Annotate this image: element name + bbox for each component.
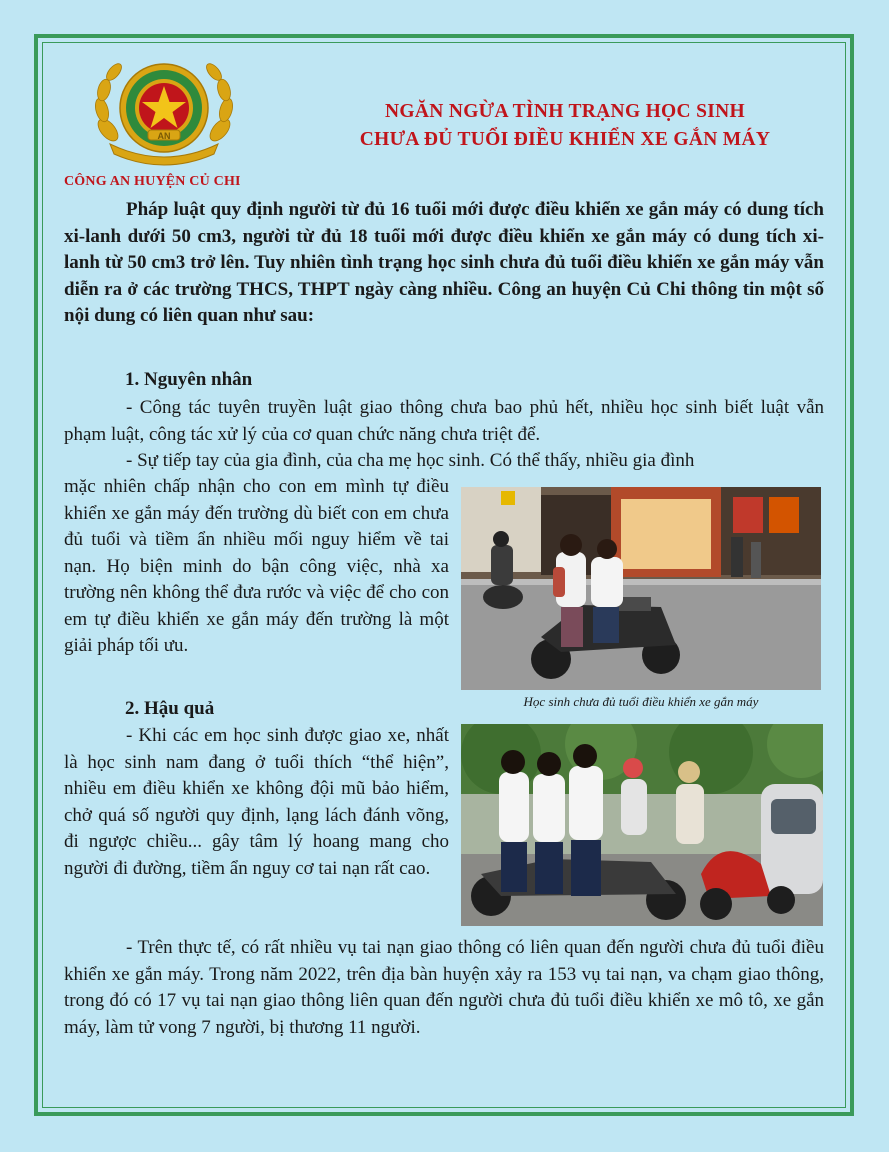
- photo-caption: Học sinh chưa đủ tuổi điều khiển xe gắn máy: [523, 694, 759, 709]
- consequences-paragraph-1: - Khi các em học sinh được giao xe, nhất là học sinh nam đang ở tuổi thích “thể hiện”, nhiều em điều khiển xe không đội mũ bảo hiểm, chở quá số người quy định, lạng lách đánh võng, đi ngược chiều... gây tâm lý hoang mang cho người đi đường, tiềm ẩn nguy cơ tai nạn rất cao.: [64, 725, 449, 879]
- title-line-2: CHƯA ĐỦ TUỔI ĐIỀU KHIỂN XE GẮN MÁY: [359, 129, 771, 150]
- causes-paragraph-2-lead: - Sự tiếp tay của gia đình, của cha mẹ học sinh. Có thể thấy, nhiều gia đình: [126, 450, 695, 471]
- consequences-paragraph-2: - Trên thực tế, có rất nhiều vụ tai nạn giao thông có liên quan đến người chưa đủ tuổi điều khiển xe gắn máy. Trong năm 2022, trên địa bàn huyện xảy ra 153 vụ tai nạn, va chạm giao thông, trong đó có 17 vụ tai nạn giao thông liên quan đến người chưa đủ tuổi điều khiển xe mô tô, xe gắn máy, làm tử vong 7 người, bị thương 11 người.: [64, 937, 824, 1038]
- title-line-1: NGĂN NGỪA TÌNH TRẠNG HỌC SINH: [385, 101, 745, 122]
- section-heading-causes: 1. Nguyên nhân: [125, 369, 253, 390]
- police-emblem-icon: [88, 52, 240, 172]
- intro-paragraph: Pháp luật quy định người từ đủ 16 tuổi mới được điều khiển xe gắn máy có dung tích xi-lanh dưới 50 cm3, người từ đủ 18 tuổi mới được điều khiển xe gắn máy có dung tích xi-lanh từ 50 cm3 trở lên. Tuy nhiên tình trạng học sinh chưa đủ tuổi điều khiển xe gắn máy vẫn diễn ra ở các trường THCS, THPT ngày càng nhiều. Công an huyện Củ Chi thông tin một số nội dung có liên quan như sau:: [64, 199, 824, 326]
- section-heading-consequences: 2. Hậu quả: [125, 698, 215, 719]
- svg-text:AN: AN: [157, 131, 171, 141]
- agency-name: CÔNG AN HUYỆN CỦ CHI: [64, 174, 241, 189]
- causes-paragraph-2-body: mặc nhiên chấp nhận cho con em mình tự điều khiển xe gắn máy đến trường dù biết con em chưa đủ tuổi và tiềm ẩn nhiều mối nguy hiểm về tai nạn. Họ biện minh do bận công việc, nhà xa trường nên không thể đưa rước và việc để cho con em tự điều khiển xe gắn máy đến trường là một giải pháp tối ưu.: [64, 476, 449, 656]
- photo-students-on-motorbike: [461, 487, 821, 690]
- page-title: [300, 98, 830, 154]
- causes-paragraph-1: - Công tác tuyên truyền luật giao thông chưa bao phủ hết, nhiều học sinh biết luật vẫn phạm luật, công tác xử lý của cơ quan chức năng chưa triệt để.: [64, 397, 824, 445]
- photo-students-three-on-bike: [461, 724, 823, 926]
